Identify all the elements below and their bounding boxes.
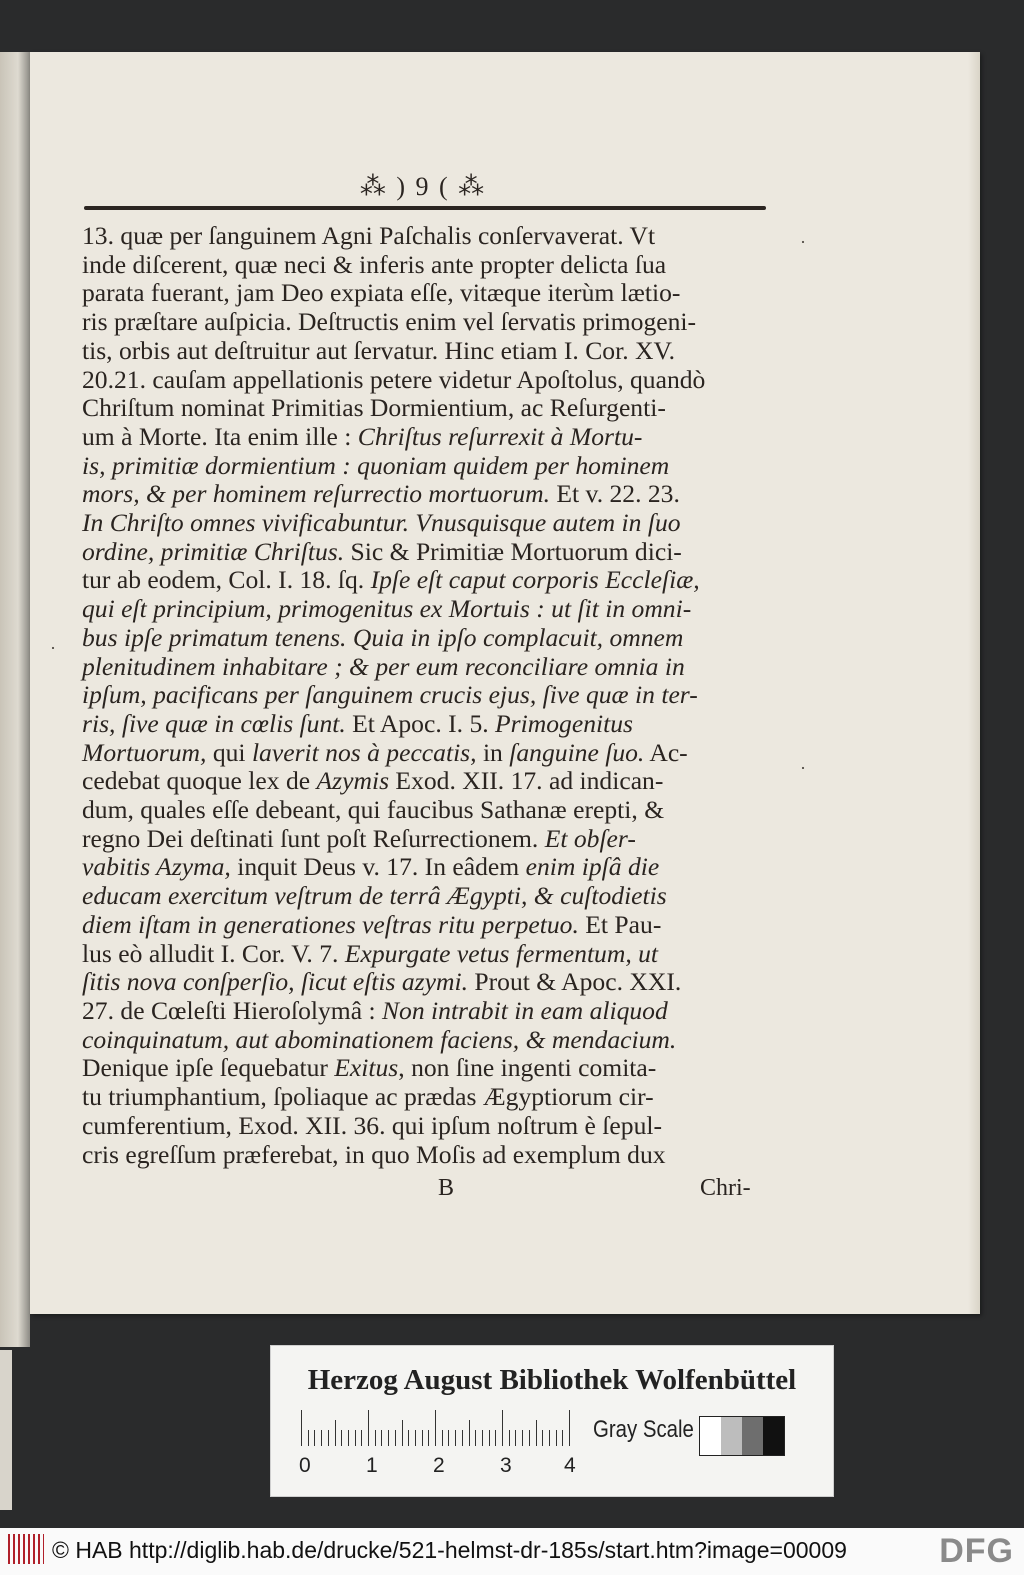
text-line bbox=[82, 796, 772, 825]
text-line bbox=[82, 595, 772, 624]
text-line bbox=[82, 853, 772, 882]
roman-segment: parata fuerant, jam Deo expiata eſſe, vitæque iterùm lætio- bbox=[82, 278, 681, 308]
page-header: ⁂ ) 9 ( ⁂ bbox=[359, 172, 487, 201]
gray-swatch bbox=[721, 1417, 742, 1455]
text-line bbox=[82, 452, 772, 481]
text-line bbox=[82, 222, 772, 251]
roman-segment: qui bbox=[206, 737, 252, 767]
italic-segment: vabitis Azyma, bbox=[82, 852, 231, 882]
italic-segment: plenitudinem inhabitare ; & per eum reconciliare omnia in bbox=[82, 651, 685, 681]
ruler bbox=[301, 1406, 581, 1446]
ruler-tick bbox=[482, 1430, 483, 1446]
ruler-tick bbox=[368, 1410, 369, 1446]
adjacent-page-edge bbox=[0, 52, 30, 1347]
roman-segment: Exod. XII. 17. ad indican- bbox=[389, 766, 664, 796]
ruler-tick bbox=[402, 1420, 403, 1446]
ruler-tick bbox=[355, 1430, 356, 1446]
copyright-url[interactable]: © HAB http://diglib.hab.de/drucke/521-helmst-dr-185s/start.htm?image=00009 bbox=[52, 1537, 847, 1563]
roman-segment: lus eò alludit I. Cor. V. 7. bbox=[82, 938, 345, 968]
ruler-tick bbox=[428, 1430, 429, 1446]
ruler-tick bbox=[308, 1430, 309, 1446]
italic-segment: ſanguine ſuo. bbox=[509, 737, 645, 767]
ruler-tick bbox=[509, 1430, 510, 1446]
signature-mark: B bbox=[438, 1175, 455, 1201]
hab-barcode-icon bbox=[8, 1534, 44, 1564]
roman-segment: 27. de Cœleſti Hieroſolymâ : bbox=[82, 995, 382, 1025]
ruler-tick bbox=[562, 1430, 563, 1446]
ruler-tick bbox=[536, 1420, 537, 1446]
text-line bbox=[82, 653, 772, 682]
roman-segment: , non ſine ingenti comita- bbox=[398, 1053, 657, 1083]
roman-segment: Chriſtum nominat Primitias Dormientium, ac Reſurgenti- bbox=[82, 393, 666, 423]
italic-segment: Chriſtus reſurrexit à Mortu- bbox=[357, 421, 643, 451]
text-line bbox=[82, 1026, 772, 1055]
ruler-tick bbox=[529, 1430, 530, 1446]
roman-segment: cris egreſſum præferebat, in quo Moſis ad exemplum dux bbox=[82, 1139, 666, 1169]
text-line bbox=[82, 337, 772, 366]
italic-segment: educam exercitum veſtrum de terrâ Ægypti, & cuſtodietis bbox=[82, 881, 667, 911]
italic-segment: ris, ſive quæ in cœlis ſunt. bbox=[82, 708, 346, 738]
roman-segment: Et Apoc. I. 5. bbox=[345, 708, 496, 738]
ruler-tick bbox=[455, 1430, 456, 1446]
ruler-tick bbox=[395, 1430, 396, 1446]
ruler-tick bbox=[361, 1430, 362, 1446]
library-color-card bbox=[270, 1345, 834, 1497]
italic-segment: ordine, primitiæ Chriſtus. bbox=[82, 536, 345, 566]
catchword: Chri- bbox=[700, 1175, 751, 1201]
ruler-tick bbox=[475, 1430, 476, 1446]
margin-mark: · bbox=[800, 758, 806, 778]
ruler-number: 4 bbox=[564, 1454, 576, 1477]
italic-segment: Azymis bbox=[316, 766, 390, 796]
footer-bar bbox=[0, 1528, 1024, 1575]
roman-segment: Prout & Apoc. XXI. bbox=[468, 967, 682, 997]
text-line bbox=[82, 710, 772, 739]
italic-segment: Exitus bbox=[334, 1053, 399, 1083]
page-text bbox=[82, 222, 772, 1169]
italic-segment: Primogenitus bbox=[495, 708, 633, 738]
gray-scale-swatches bbox=[699, 1416, 785, 1456]
gray-swatch bbox=[763, 1417, 784, 1455]
ruler-tick bbox=[381, 1430, 382, 1446]
text-line bbox=[82, 308, 772, 337]
header-rule bbox=[84, 206, 766, 210]
roman-segment: 20.21. cauſam appellationis petere videtur Apoſtolus, quandò bbox=[82, 364, 706, 394]
italic-segment: Non intrabit in eam aliquod bbox=[381, 995, 668, 1025]
page-right-edge bbox=[968, 52, 980, 1314]
ruler-tick bbox=[335, 1420, 336, 1446]
margin-mark: · bbox=[800, 232, 806, 252]
italic-segment: qui eſt principium, primogenitus ex Mortuis : ut ſit in omni- bbox=[82, 594, 692, 624]
ruler-number: 1 bbox=[366, 1454, 378, 1477]
ruler-tick bbox=[328, 1430, 329, 1446]
italic-segment: diem iſtam in generationes veſtras ritu perpetuo. bbox=[82, 909, 579, 939]
text-line bbox=[82, 480, 772, 509]
ruler-tick bbox=[415, 1430, 416, 1446]
ruler-tick bbox=[314, 1430, 315, 1446]
text-line bbox=[82, 681, 772, 710]
text-line bbox=[82, 509, 772, 538]
ruler-tick bbox=[549, 1430, 550, 1446]
text-line bbox=[82, 825, 772, 854]
ruler-tick bbox=[556, 1430, 557, 1446]
text-line bbox=[82, 968, 772, 997]
italic-segment: bus ipſe primatum tenens. Quia in ipſo complacuit, omnem bbox=[82, 622, 684, 652]
text-line bbox=[82, 997, 772, 1026]
ruler-number: 2 bbox=[433, 1454, 445, 1477]
roman-segment: tu triumphantium, ſpoliaque ac prædas Ægyptiorum cir- bbox=[82, 1082, 654, 1112]
italic-segment: Et obſer- bbox=[544, 823, 636, 853]
text-line bbox=[82, 940, 772, 969]
italic-segment: Ipſe eſt caput corporis Eccleſiæ, bbox=[370, 565, 700, 595]
roman-segment: ris præſtare auſpicia. Deſtructis enim vel ſervatis primogeni- bbox=[82, 307, 697, 337]
roman-segment: Ac- bbox=[644, 737, 688, 767]
text-line bbox=[82, 1112, 772, 1141]
gray-scale-label: Gray Scale bbox=[593, 1416, 694, 1443]
roman-segment: um à Morte. Ita enim ille : bbox=[82, 421, 358, 451]
ruler-tick bbox=[469, 1420, 470, 1446]
italic-segment: ipſum, pacificans per ſanguinem crucis ejus, ſive quæ in ter- bbox=[82, 680, 698, 710]
library-title: Herzog August Bibliothek Wolfenbüttel bbox=[307, 1364, 797, 1396]
roman-segment: inquit Deus v. 17. In eâdem bbox=[230, 852, 526, 882]
text-line bbox=[82, 394, 772, 423]
text-line bbox=[82, 1141, 772, 1170]
italic-segment: coinquinatum, aut abominationem faciens, & mendacium. bbox=[82, 1024, 677, 1054]
ruler-tick bbox=[388, 1430, 389, 1446]
ruler-tick bbox=[435, 1410, 436, 1446]
italic-segment: laverit nos à peccatis, bbox=[251, 737, 477, 767]
dfg-logo: DFG bbox=[939, 1532, 1014, 1570]
roman-segment: Et v. 22. 23. bbox=[550, 479, 680, 509]
italic-segment: In Chriſto omnes vivificabuntur. Vnusquisque autem in ſuo bbox=[82, 508, 681, 538]
ruler-tick bbox=[495, 1430, 496, 1446]
text-line bbox=[82, 423, 772, 452]
roman-segment: tur ab eodem, Col. I. 18. ſq. bbox=[82, 565, 371, 595]
gray-swatch bbox=[700, 1417, 721, 1455]
roman-segment: cedebat quoque lex de bbox=[82, 766, 317, 796]
text-line bbox=[82, 566, 772, 595]
text-line bbox=[82, 366, 772, 395]
ruler-tick bbox=[442, 1430, 443, 1446]
ruler-tick bbox=[489, 1430, 490, 1446]
text-line bbox=[82, 624, 772, 653]
ruler-tick bbox=[542, 1430, 543, 1446]
text-line bbox=[82, 538, 772, 567]
italic-segment: enim ipſâ die bbox=[525, 852, 660, 882]
ruler-tick bbox=[515, 1430, 516, 1446]
text-line bbox=[82, 1054, 772, 1083]
ruler-tick bbox=[408, 1430, 409, 1446]
ruler-tick bbox=[462, 1430, 463, 1446]
roman-segment: regno Dei deſtinati ſunt poſt Reſurrectionem. bbox=[82, 823, 545, 853]
ruler-number: 0 bbox=[299, 1454, 311, 1477]
margin-mark: · bbox=[50, 638, 56, 658]
text-line bbox=[82, 882, 772, 911]
italic-segment: Expurgate vetus fermentum, ut bbox=[344, 938, 659, 968]
gray-swatch bbox=[742, 1417, 763, 1455]
text-line bbox=[82, 911, 772, 940]
ruler-tick bbox=[522, 1430, 523, 1446]
roman-segment: Denique ipſe ſequebatur bbox=[82, 1053, 335, 1083]
ruler-tick bbox=[375, 1430, 376, 1446]
ruler-tick bbox=[502, 1410, 503, 1446]
roman-segment: Et Pau- bbox=[578, 909, 662, 939]
ruler-tick bbox=[348, 1430, 349, 1446]
italic-segment: ſitis nova conſperſio, ſicut eſtis azymi. bbox=[82, 967, 468, 997]
text-line bbox=[82, 1083, 772, 1112]
ruler-tick bbox=[448, 1430, 449, 1446]
roman-segment: in bbox=[476, 737, 510, 767]
ruler-tick bbox=[301, 1410, 302, 1446]
text-line bbox=[82, 767, 772, 796]
italic-segment: is, primitiæ dormientium : quoniam quidem per hominem bbox=[82, 450, 670, 480]
italic-segment: mors, & per hominem reſurrectio mortuorum. bbox=[82, 479, 551, 509]
roman-segment: cumferentium, Exod. XII. 36. qui ipſum noſtrum è ſepul- bbox=[82, 1110, 663, 1140]
ruler-tick bbox=[569, 1410, 570, 1446]
roman-segment: dum, quales eſſe debeant, qui faucibus Sathanæ erepti, & bbox=[82, 795, 665, 825]
adjacent-page-edge-lower bbox=[0, 1350, 12, 1510]
ruler-tick bbox=[341, 1430, 342, 1446]
roman-segment: Sic & Primitiæ Mortuorum dici- bbox=[344, 536, 682, 566]
ruler-tick bbox=[422, 1430, 423, 1446]
ruler-number: 3 bbox=[500, 1454, 512, 1477]
roman-segment: inde diſcerent, quæ neci & inferis ante propter delicta ſua bbox=[82, 249, 667, 279]
text-line bbox=[82, 739, 772, 768]
italic-segment: Mortuorum, bbox=[82, 737, 207, 767]
ruler-tick bbox=[321, 1430, 322, 1446]
roman-segment: tis, orbis aut deſtruitur aut ſervatur. Hinc etiam I. Cor. XV. bbox=[82, 335, 676, 365]
text-line bbox=[82, 251, 772, 280]
roman-segment: 13. quæ per ſanguinem Agni Paſchalis conſervaverat. Vt bbox=[82, 221, 656, 250]
text-line bbox=[82, 279, 772, 308]
